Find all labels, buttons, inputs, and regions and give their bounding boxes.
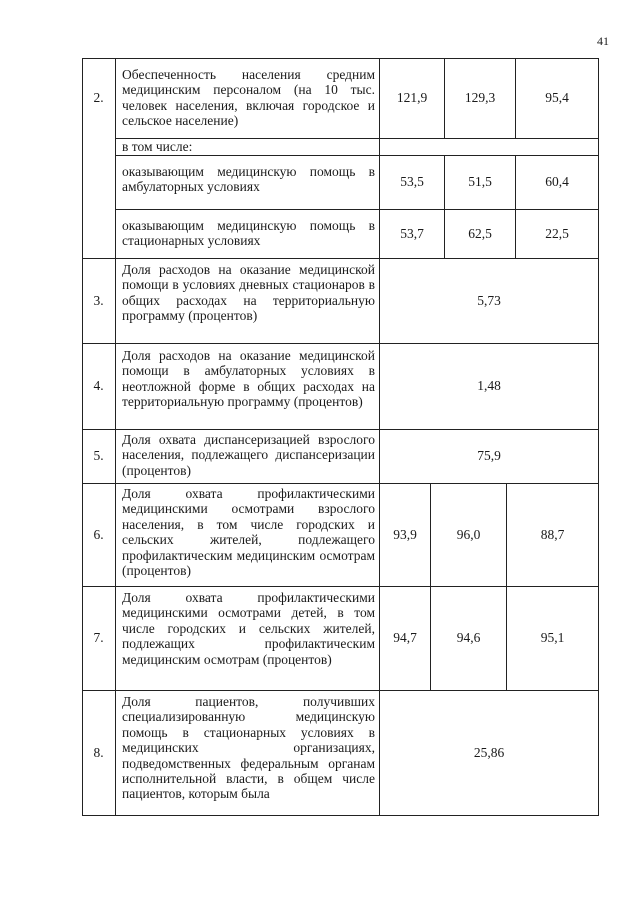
- value-cell: 96,0: [456, 526, 481, 542]
- value-cell: 22,5: [545, 225, 569, 241]
- value-cell: 53,5: [400, 174, 424, 190]
- row-number: 2.: [93, 90, 104, 106]
- indicator-description: Доля пациентов, получивших специализированную медицинскую помощь в стационарных условиях в медицинских организациях, подведомственных федеральным органам исполнительной власти, в общем числе пациентов, которым была: [122, 694, 375, 802]
- table-border-right: [598, 58, 599, 816]
- indicator-description: Обеспеченность населения средним медицинским персоналом (на 10 тыс. человек населения, включая городское и сельское население): [122, 67, 375, 129]
- table-border-bottom: [82, 815, 599, 816]
- value-cell: 60,4: [545, 174, 569, 190]
- page-number: 41: [597, 34, 609, 48]
- indicator-description: Доля охвата профилактическими медицинскими осмотрами взрослого населения, в том числе городских и сельских жителей, подлежащего профилактическим медицинским осмотрам (процентов): [122, 486, 375, 579]
- row-number: 3.: [93, 292, 104, 308]
- value-cell: 88,7: [540, 526, 565, 542]
- indicator-description: Доля расходов на оказание медицинской помощи в амбулаторных условиях в неотложной форме в общих расходах на территориальную программу (процентов): [122, 348, 375, 410]
- value-cell: 75,9: [477, 448, 501, 464]
- indicator-description: оказывающим медицинскую помощь в стационарных условиях: [122, 218, 375, 249]
- row-number: 5.: [93, 448, 104, 464]
- row-number: 6.: [93, 526, 104, 542]
- indicator-description: Доля охвата профилактическими медицинскими осмотрами детей, в том числе городских и сельских жителей, подлежащих профилактическим медицинским осмотрам (процентов): [122, 590, 375, 667]
- value-cell: 25,86: [473, 744, 505, 760]
- indicator-description: Доля охвата диспансеризацией взрослого населения, подлежащего диспансеризации (процентов): [122, 432, 375, 478]
- indicator-description: оказывающим медицинскую помощь в амбулаторных условиях: [122, 164, 375, 195]
- value-cell: 5,73: [477, 292, 501, 308]
- row-number: 4.: [93, 378, 104, 394]
- value-cell: 53,7: [400, 225, 424, 241]
- value-cell: 94,6: [456, 630, 481, 646]
- value-cell: 95,4: [545, 90, 569, 106]
- value-cell: 121,9: [396, 90, 428, 106]
- row-number: 8.: [93, 744, 104, 760]
- value-cell: 1,48: [477, 378, 501, 394]
- value-cell: 95,1: [540, 630, 565, 646]
- value-cell: 62,5: [468, 225, 492, 241]
- value-cell: 51,5: [468, 174, 492, 190]
- value-cell: 93,9: [393, 526, 417, 542]
- row-number: 7.: [93, 630, 104, 646]
- value-cell: 129,3: [464, 90, 496, 106]
- indicator-description: Доля расходов на оказание медицинской помощи в условиях дневных стационаров в общих расходах на территориальную программу (процентов): [122, 262, 375, 324]
- subheader-label: в том числе:: [122, 139, 193, 154]
- value-cell: 94,7: [393, 630, 417, 646]
